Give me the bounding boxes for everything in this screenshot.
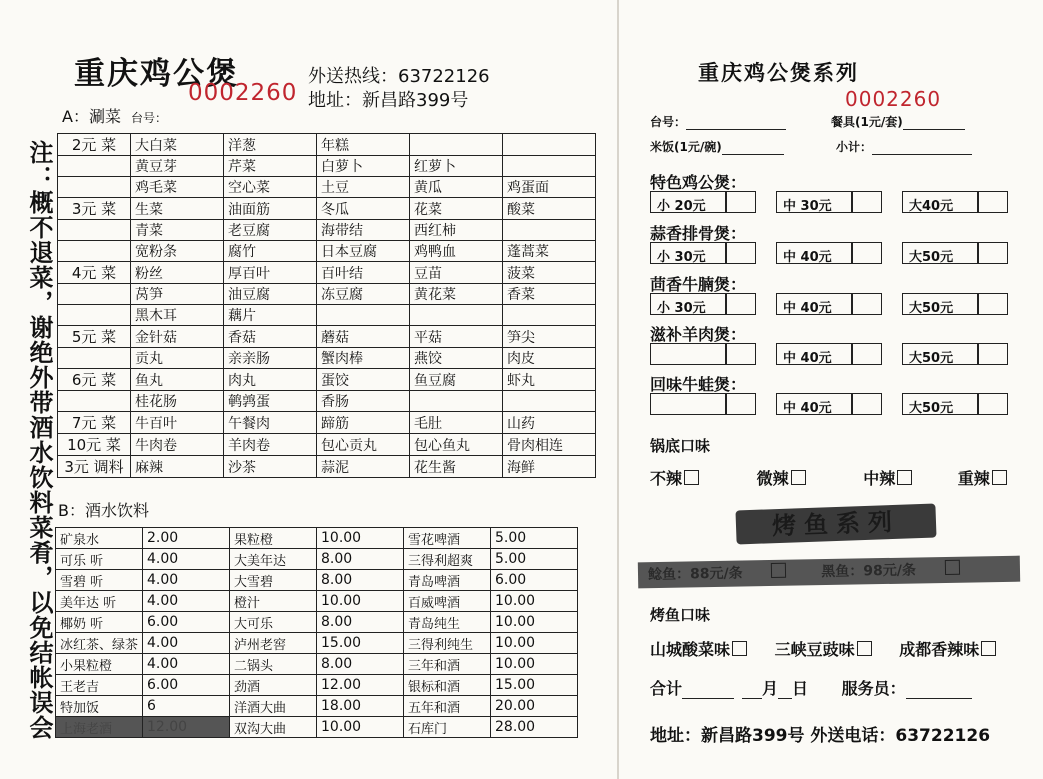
table-no-field[interactable]: 台号： [650, 113, 786, 130]
item-cell [503, 220, 596, 241]
item-cell [503, 134, 596, 156]
category-cell: 4元 菜 [58, 262, 131, 284]
drink-name-cell: 大美年达 [230, 549, 317, 570]
option-hot[interactable]: 重辣 [958, 469, 1007, 488]
cell-gap [756, 191, 776, 213]
item-cell: 腐竹 [224, 241, 317, 262]
drink-price-cell: 10.00 [491, 612, 578, 633]
drink-name-cell: 可乐 听 [56, 549, 143, 570]
item-cell: 大白菜 [131, 134, 224, 156]
drink-name-cell: 冰红茶、绿茶 [56, 633, 143, 654]
category-cell: 6元 菜 [58, 369, 131, 391]
table-row [56, 570, 578, 591]
drink-name-cell: 青岛纯生 [404, 612, 491, 633]
drink-name-cell: 果粒橙 [230, 528, 317, 549]
item-cell: 蛋饺 [317, 369, 410, 391]
drink-price-cell: 5.00 [491, 528, 578, 549]
size-options [650, 191, 1008, 213]
item-cell: 鱼丸 [131, 369, 224, 391]
item-cell: 鸡蛋面 [503, 177, 596, 198]
category-cell [58, 305, 131, 326]
page-fold [617, 0, 619, 779]
quantity-box[interactable] [726, 343, 756, 365]
size-price-cell [650, 393, 726, 415]
item-cell: 蓬蒿菜 [503, 241, 596, 262]
series-name: 滋补羊肉煲： [650, 325, 747, 344]
table-row [58, 348, 596, 369]
quantity-box[interactable] [726, 393, 756, 415]
drink-name-cell: 洋酒大曲 [230, 696, 317, 717]
item-cell: 洋葱 [224, 134, 317, 156]
drink-name-cell: 王老吉 [56, 675, 143, 696]
table-row [58, 284, 596, 305]
drink-price-cell: 10.00 [317, 591, 404, 612]
checkbox-icon[interactable] [945, 560, 960, 575]
drink-name-cell: 大雪碧 [230, 570, 317, 591]
item-cell: 午餐肉 [224, 412, 317, 434]
size-price-cell: 小 30元 [650, 242, 726, 264]
size-price-cell: 小 20元 [650, 191, 726, 213]
item-cell: 青菜 [131, 220, 224, 241]
drink-name-cell: 二锅头 [230, 654, 317, 675]
item-cell: 蹄筋 [317, 412, 410, 434]
item-cell: 芹菜 [224, 156, 317, 177]
drink-price-cell: 2.00 [143, 528, 230, 549]
drink-name-cell: 矿泉水 [56, 528, 143, 549]
fish-price-2: 黑鱼：98元/条 [821, 562, 917, 581]
size-price-cell: 中 40元 [776, 393, 852, 415]
item-cell: 蒜泥 [317, 456, 410, 478]
quantity-box[interactable] [978, 343, 1008, 365]
fish-flavor-title: 烤鱼口味 [650, 606, 711, 624]
table-row [58, 220, 596, 241]
drink-price-cell: 6.00 [143, 675, 230, 696]
size-price-cell: 大50元 [902, 343, 978, 365]
drink-name-cell: 椰奶 听 [56, 612, 143, 633]
item-cell: 平菇 [410, 326, 503, 348]
series-name: 特色鸡公煲： [650, 173, 747, 192]
size-price-cell: 小 30元 [650, 293, 726, 315]
address: 地址：新昌路399号 [308, 90, 469, 111]
fish-price-1: 鲶鱼：88元/条 [647, 565, 743, 584]
table-row [58, 156, 596, 177]
spice-title: 锅底口味 [650, 437, 711, 455]
drink-price-cell: 8.00 [317, 549, 404, 570]
order-number: 0002260 [188, 80, 298, 106]
table-row [58, 391, 596, 412]
series-title: 重庆鸡公煲系列 [698, 60, 859, 85]
checkbox-icon[interactable] [897, 470, 912, 485]
item-cell: 笋尖 [503, 326, 596, 348]
drink-name-cell: 雪碧 听 [56, 570, 143, 591]
item-cell: 油面筋 [224, 198, 317, 220]
drink-price-cell: 6 [143, 696, 230, 717]
item-cell: 酸菜 [503, 198, 596, 220]
category-cell [58, 348, 131, 369]
size-price-cell: 中 40元 [776, 343, 852, 365]
drink-name-cell: 泸州老窖 [230, 633, 317, 654]
item-cell: 黄花菜 [410, 284, 503, 305]
section-b-title: B：酒水饮料 [58, 501, 149, 520]
category-cell: 5元 菜 [58, 326, 131, 348]
item-cell: 鱼豆腐 [410, 369, 503, 391]
drink-price-cell: 18.00 [317, 696, 404, 717]
item-cell: 菠菜 [503, 262, 596, 284]
quantity-box[interactable] [852, 191, 882, 213]
item-cell [503, 305, 596, 326]
item-cell: 西红柿 [410, 220, 503, 241]
fish-series-banner: 烤鱼系列 [735, 504, 936, 545]
drink-price-cell: 12.00 [317, 675, 404, 696]
table-row [56, 528, 578, 549]
item-cell: 肉丸 [224, 369, 317, 391]
table-row [58, 434, 596, 456]
drink-name-cell: 银标和酒 [404, 675, 491, 696]
cell-gap [756, 393, 776, 415]
quantity-box[interactable] [726, 242, 756, 264]
item-cell: 土豆 [317, 177, 410, 198]
item-cell: 年糕 [317, 134, 410, 156]
item-cell: 白萝卜 [317, 156, 410, 177]
category-cell [58, 156, 131, 177]
size-options [650, 393, 1008, 415]
drinks-table [55, 527, 578, 738]
cell-gap [756, 242, 776, 264]
category-cell [58, 284, 131, 305]
item-cell: 羊肉卷 [224, 434, 317, 456]
item-cell: 日本豆腐 [317, 241, 410, 262]
cell-gap [756, 343, 776, 365]
item-cell [410, 305, 503, 326]
drink-price-cell: 5.00 [491, 549, 578, 570]
table-row [56, 591, 578, 612]
fish-flavor-options [650, 637, 1018, 660]
category-cell: 2元 菜 [58, 134, 131, 156]
item-cell: 燕饺 [410, 348, 503, 369]
footer-address: 地址：新昌路399号 外送电话：63722126 [650, 726, 991, 746]
drink-price-cell: 10.00 [317, 528, 404, 549]
drink-price-cell: 8.00 [317, 654, 404, 675]
item-cell: 空心菜 [224, 177, 317, 198]
item-cell: 花生酱 [410, 456, 503, 478]
item-cell: 鸡毛菜 [131, 177, 224, 198]
size-price-cell: 中 40元 [776, 293, 852, 315]
item-cell: 冻豆腐 [317, 284, 410, 305]
table-row [56, 696, 578, 717]
item-cell: 山药 [503, 412, 596, 434]
option-no-spicy[interactable]: 不辣 [650, 469, 699, 488]
drink-name-cell: 双沟大曲 [230, 717, 317, 738]
table-row [56, 633, 578, 654]
checkbox-icon[interactable] [771, 563, 786, 578]
quantity-box[interactable] [978, 191, 1008, 213]
rice-field[interactable]: 米饭(1元/碗) [650, 138, 784, 155]
drink-name-cell: 三年和酒 [404, 654, 491, 675]
quantity-box[interactable] [852, 293, 882, 315]
size-options [650, 343, 1008, 365]
quantity-box[interactable] [726, 191, 756, 213]
drink-price-cell: 4.00 [143, 549, 230, 570]
cell-gap [882, 191, 902, 213]
item-cell: 包心鱼丸 [410, 434, 503, 456]
quantity-box[interactable] [978, 242, 1008, 264]
item-cell: 生菜 [131, 198, 224, 220]
table-no-label: 台号： [130, 111, 167, 125]
item-cell: 黑木耳 [131, 305, 224, 326]
item-cell [503, 156, 596, 177]
category-cell: 10元 菜 [58, 434, 131, 456]
drink-price-cell: 6.00 [143, 612, 230, 633]
drink-price-cell: 8.00 [317, 612, 404, 633]
size-options [650, 242, 1008, 264]
drink-name-cell: 五年和酒 [404, 696, 491, 717]
option-black-bean[interactable]: 三峡豆豉味 [775, 640, 872, 659]
delivery-hotline: 外送热线：63722126 [308, 66, 490, 87]
table-row [56, 654, 578, 675]
item-cell: 宽粉条 [131, 241, 224, 262]
option-sour-cabbage[interactable]: 山城酸菜味 [650, 640, 747, 659]
checkbox-icon[interactable] [791, 470, 806, 485]
category-cell: 3元 调料 [58, 456, 131, 478]
item-cell: 莴笋 [131, 284, 224, 305]
series-name: 茴香牛腩煲： [650, 275, 747, 294]
table-row [58, 456, 596, 478]
item-cell: 厚百叶 [224, 262, 317, 284]
cell-gap [756, 293, 776, 315]
drink-price-cell: 10.00 [491, 654, 578, 675]
category-cell [58, 241, 131, 262]
section-a-title: A：涮菜 台号： [62, 107, 167, 126]
item-cell: 蘑菇 [317, 326, 410, 348]
quantity-box[interactable] [852, 242, 882, 264]
drink-name-cell: 橙汁 [230, 591, 317, 612]
option-medium[interactable]: 中辣 [863, 469, 912, 488]
item-cell: 藕片 [224, 305, 317, 326]
drink-name-cell: 大可乐 [230, 612, 317, 633]
table-row [56, 717, 578, 738]
item-cell: 牛肉卷 [131, 434, 224, 456]
drink-name-cell: 石库门 [404, 717, 491, 738]
table-row [58, 241, 596, 262]
drink-name-cell: 小果粒橙 [56, 654, 143, 675]
item-cell: 黄豆芽 [131, 156, 224, 177]
size-price-cell: 大50元 [902, 242, 978, 264]
drink-name-cell: 特加饭 [56, 696, 143, 717]
table-row [56, 675, 578, 696]
item-cell: 骨肉相连 [503, 434, 596, 456]
drink-name-cell: 美年达 听 [56, 591, 143, 612]
option-spicy-chengdu[interactable]: 成都香辣味 [899, 640, 996, 659]
drink-price-cell: 6.00 [491, 570, 578, 591]
item-cell: 红萝卜 [410, 156, 503, 177]
size-options [650, 293, 1008, 315]
drink-name-cell: 三得利纯生 [404, 633, 491, 654]
size-price-cell: 大50元 [902, 393, 978, 415]
item-cell: 香肠 [317, 391, 410, 412]
drink-price-cell: 8.00 [317, 570, 404, 591]
order-number-right: 0002260 [845, 87, 942, 111]
series-name: 蒜香排骨煲： [650, 224, 747, 243]
table-row [58, 412, 596, 434]
category-cell [58, 220, 131, 241]
table-row [56, 612, 578, 633]
item-cell: 粉丝 [131, 262, 224, 284]
cell-gap [882, 293, 902, 315]
notice-text: 注：概不退菜，谢绝外带酒水饮料菜肴，以免结帐误会 [25, 140, 53, 740]
spice-options [650, 466, 1029, 489]
item-cell: 花菜 [410, 198, 503, 220]
drink-price-cell: 4.00 [143, 654, 230, 675]
quantity-box[interactable] [978, 393, 1008, 415]
cell-gap [882, 242, 902, 264]
item-cell: 海带结 [317, 220, 410, 241]
checkbox-icon[interactable] [857, 641, 872, 656]
size-price-cell: 大40元 [902, 191, 978, 213]
total-line[interactable]: 合计 月 日 服务员： [650, 676, 972, 699]
item-cell: 豆苗 [410, 262, 503, 284]
checkbox-icon[interactable] [732, 641, 747, 656]
item-cell [410, 134, 503, 156]
drink-name-cell: 百威啤酒 [404, 591, 491, 612]
table-row [58, 369, 596, 391]
checkbox-icon[interactable] [981, 641, 996, 656]
drink-price-cell: 4.00 [143, 570, 230, 591]
drink-price-cell: 15.00 [317, 633, 404, 654]
item-cell: 蟹肉棒 [317, 348, 410, 369]
size-price-cell [650, 343, 726, 365]
category-cell [58, 391, 131, 412]
drink-price-cell: 10.00 [317, 717, 404, 738]
item-cell: 麻辣 [131, 456, 224, 478]
series-name: 回味牛蛙煲： [650, 375, 747, 394]
table-row [58, 326, 596, 348]
menu-title: 重庆鸡公煲 [74, 56, 239, 92]
item-cell: 毛肚 [410, 412, 503, 434]
category-cell: 3元 菜 [58, 198, 131, 220]
item-cell: 肉皮 [503, 348, 596, 369]
quantity-box[interactable] [978, 293, 1008, 315]
drink-name-cell: 青岛啤酒 [404, 570, 491, 591]
item-cell: 牛百叶 [131, 412, 224, 434]
quantity-box[interactable] [726, 293, 756, 315]
drink-name-cell: 上海老酒 [56, 717, 143, 738]
item-cell: 冬瓜 [317, 198, 410, 220]
category-cell: 7元 菜 [58, 412, 131, 434]
drink-price-cell: 10.00 [491, 591, 578, 612]
item-cell: 香菇 [224, 326, 317, 348]
size-price-cell: 中 30元 [776, 191, 852, 213]
table-row [58, 134, 596, 156]
table-row [58, 305, 596, 326]
table-row [58, 262, 596, 284]
item-cell: 油豆腐 [224, 284, 317, 305]
drink-price-cell: 10.00 [491, 633, 578, 654]
item-cell: 鹌鹑蛋 [224, 391, 317, 412]
checkbox-icon[interactable] [684, 470, 699, 485]
quantity-box[interactable] [852, 393, 882, 415]
item-cell: 沙茶 [224, 456, 317, 478]
item-cell [503, 391, 596, 412]
drink-price-cell: 20.00 [491, 696, 578, 717]
item-cell: 亲亲肠 [224, 348, 317, 369]
vegetable-table [57, 133, 596, 478]
item-cell: 贡丸 [131, 348, 224, 369]
drink-price-cell: 28.00 [491, 717, 578, 738]
drink-name-cell: 雪花啤酒 [404, 528, 491, 549]
drink-name-cell: 劲酒 [230, 675, 317, 696]
fish-price-bar [638, 556, 1020, 589]
item-cell: 百叶结 [317, 262, 410, 284]
drink-price-cell: 12.00 [143, 717, 230, 738]
table-row [58, 177, 596, 198]
size-price-cell: 中 40元 [776, 242, 852, 264]
item-cell [410, 391, 503, 412]
item-cell: 海鲜 [503, 456, 596, 478]
drink-price-cell: 4.00 [143, 591, 230, 612]
item-cell: 鸡鸭血 [410, 241, 503, 262]
item-cell: 虾丸 [503, 369, 596, 391]
item-cell: 黄瓜 [410, 177, 503, 198]
utensil-field[interactable]: 餐具(1元/套) [831, 113, 965, 130]
drink-price-cell: 15.00 [491, 675, 578, 696]
table-row [56, 549, 578, 570]
item-cell [317, 305, 410, 326]
checkbox-icon[interactable] [992, 470, 1007, 485]
item-cell: 包心贡丸 [317, 434, 410, 456]
table-row [58, 198, 596, 220]
category-cell [58, 177, 131, 198]
cell-gap [882, 393, 902, 415]
item-cell: 老豆腐 [224, 220, 317, 241]
item-cell: 金针菇 [131, 326, 224, 348]
item-cell: 香菜 [503, 284, 596, 305]
drink-name-cell: 三得利超爽 [404, 549, 491, 570]
subtotal-field[interactable]: 小计： [836, 138, 972, 155]
size-price-cell: 大50元 [902, 293, 978, 315]
option-mild[interactable]: 微辣 [757, 469, 806, 488]
drink-price-cell: 4.00 [143, 633, 230, 654]
quantity-box[interactable] [852, 343, 882, 365]
cell-gap [882, 343, 902, 365]
item-cell: 桂花肠 [131, 391, 224, 412]
